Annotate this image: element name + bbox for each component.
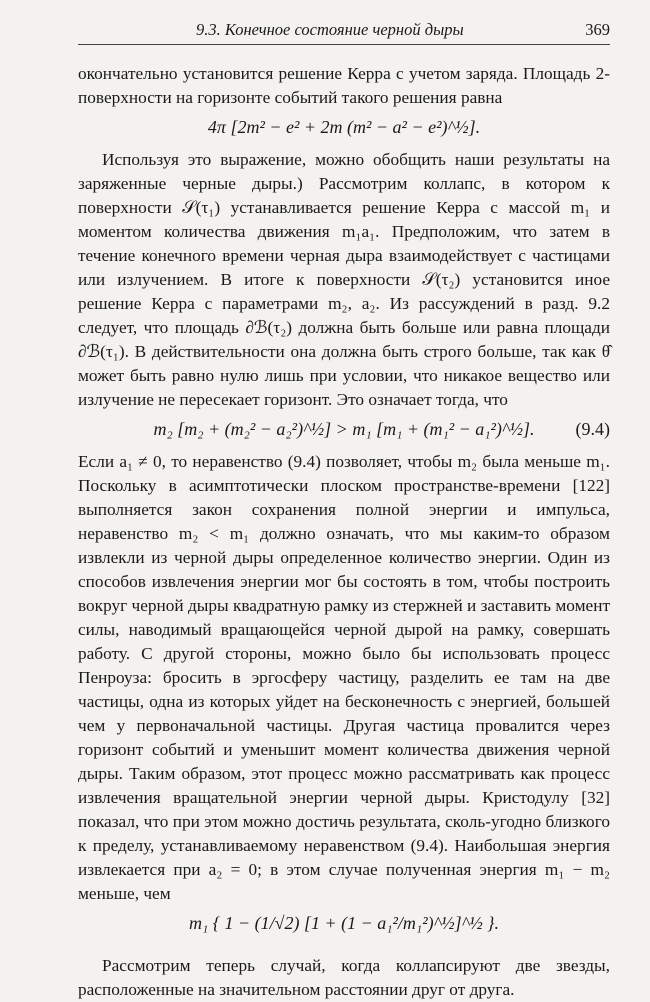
- paragraph-1: окончательно установится решение Керра с учетом заряда. Площадь 2-поверхности на горизонте событий такого решения равна: [78, 64, 610, 107]
- paragraph-3: Если a₁ ≠ 0, то неравенство (9.4) позволяет, чтобы m₂ была меньше m₁. Поскольку в асимптотически плоском пространстве-времени [122] выполняется закон сохранения полной энергии и импульса, неравенство m₂ < m₁ должно означать, что мы каким-то образом извлекли из черной дыры определенное количество энергии. Один из способов извлечения энергии мог бы состоять в том, чтобы построить вокруг черной дыры квадратную рамку из стержней и заставить момент силы, наводимый вращающейся черной дырой на рамку, совершать работу. С другой стороны, можно было бы использовать процесс Пенроуза: бросить в эргосферу частицу, разделить ее там на две частицы, одна из которых уйдет на бесконечность с энергией, большей чем у первоначальной частицы. Другая частица провалится через горизонт событий и уменьшит момент количества движения черной дыры. Таким образом, этот процесс можно рассматривать как процесс извлечения вращательной энергии черной дыры. Кристодулу [32] показал, что при этом можно достичь результата, сколь-угодно близкого к пределу, устанавливаемому неравенством (9.4). Наибольшая энергия извлекается при a₂ = 0; в этом случае полученная энергия m₁ − m₂ меньше, чем: [78, 452, 610, 903]
- page-number: 369: [585, 20, 610, 39]
- equation-number: (9.4): [575, 419, 610, 439]
- paragraph-2: Используя это выражение, можно обобщить наши результаты на заряженные черные дыры.) Рассмотрим коллапс, в котором к поверхности 𝒮(τ₁) устанавливается решение Керра с массой m₁ и моментом количества движения m₁a₁. Предположим, что затем в течение конечного времени черная дыра взаимодействует с частицами или излучением. В итоге к поверхности 𝒮(τ₂) установится иное решение Керра с параметрами m₂, a₂. Из рассуждений в разд. 9.2 следует, что площадь ∂ℬ(τ₂) должна быть больше или равна площади ∂ℬ(τ₁). В действительности она должна быть строго больше, так как θ̂ может быть равно нулю лишь при условии, что никакое вещество или излучение не пересекает горизонт. Это означает тогда, что: [78, 150, 610, 409]
- equation-area: 4π [2m² − e² + 2m (m² − a² − e²)^½].: [207, 117, 481, 137]
- equation-energy-bound: m₁ { 1 − (1/√2) [1 + (1 − a₁²/m₁²)^½]^½ }.: [189, 913, 499, 933]
- chapter-title: 9.3. Конечное состояние черной дыры: [196, 20, 464, 39]
- equation-9-4: [78, 414, 610, 444]
- running-header: [78, 18, 610, 45]
- equation-9-4-body: m₂ [m₂ + (m₂² − a₂²)^½] > m₁ [m₁ + (m₁² − a₁²)^½].: [153, 419, 535, 439]
- main-text: [78, 62, 610, 1002]
- paragraph-4: Рассмотрим теперь случай, когда коллапсируют две звезды, расположенные на значительном расстоянии друг от друга.: [78, 956, 610, 999]
